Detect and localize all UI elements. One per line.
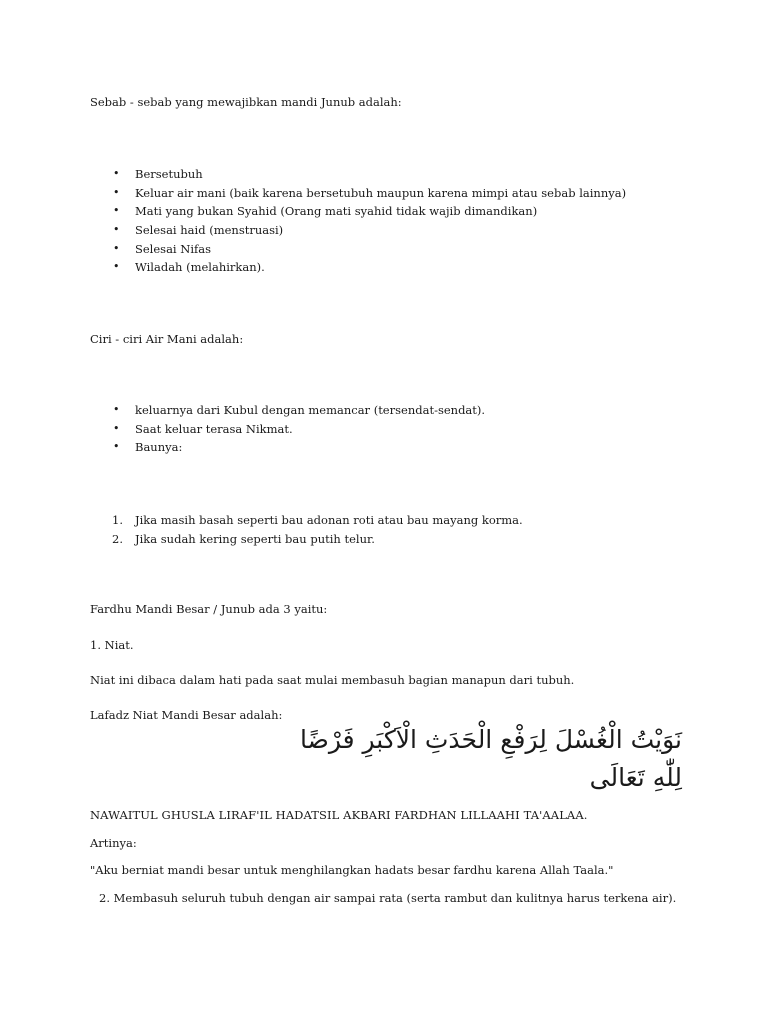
smell-numbered-list bbox=[90, 511, 523, 549]
sebab-bullet-list bbox=[90, 165, 626, 277]
point-membasuh: 2. Membasuh seluruh tubuh dengan air sampai rata (serta rambut dan kulitnya harus terkena air). bbox=[99, 891, 677, 905]
list-number: 2. bbox=[112, 532, 123, 546]
list-item: • Saat keluar terasa Nikmat. bbox=[90, 420, 485, 439]
niat-description: Niat ini dibaca dalam hati pada saat mulai membasuh bagian manapun dari tubuh. bbox=[90, 673, 575, 687]
list-item: • Mati yang bukan Syahid (Orang mati syahid tidak wajib dimandikan) bbox=[90, 202, 626, 221]
arabic-line-2: لِلّٰهِ تَعَالَى bbox=[589, 763, 682, 792]
list-item: • Baunya: bbox=[90, 438, 485, 457]
list-text: Jika sudah kering seperti bau putih telur. bbox=[135, 532, 375, 546]
lafadz-label: Lafadz Niat Mandi Besar adalah: bbox=[90, 708, 283, 722]
list-item: • Wiladah (melahirkan). bbox=[90, 258, 626, 277]
list-text: Jika masih basah seperti bau adonan roti atau bau mayang korma. bbox=[135, 513, 523, 527]
section-heading-sebab: Sebab - sebab yang mewajibkan mandi Junub adalah: bbox=[90, 95, 402, 109]
list-item: • Bersetubuh bbox=[90, 165, 626, 184]
niat-meaning: "Aku berniat mandi besar untuk menghilangkan hadats besar fardhu karena Allah Taala." bbox=[90, 863, 614, 877]
list-item bbox=[90, 511, 523, 530]
section-heading-fardhu: Fardhu Mandi Besar / Junub ada 3 yaitu: bbox=[90, 602, 328, 616]
arabic-niat-text bbox=[299, 722, 682, 798]
list-item bbox=[90, 530, 523, 549]
list-item: • Selesai Nifas bbox=[90, 240, 626, 259]
section-heading-ciri: Ciri - ciri Air Mani adalah: bbox=[90, 332, 244, 346]
list-item: • Selesai haid (menstruasi) bbox=[90, 221, 626, 240]
list-number: 1. bbox=[112, 513, 123, 527]
ciri-bullet-list bbox=[90, 401, 485, 457]
point-niat: 1. Niat. bbox=[90, 638, 134, 652]
list-item: • keluarnya dari Kubul dengan memancar (tersendat-sendat). bbox=[90, 401, 485, 420]
list-item: • Keluar air mani (baik karena bersetubuh maupun karena mimpi atau sebab lainnya) bbox=[90, 184, 626, 203]
artinya-label: Artinya: bbox=[90, 836, 137, 850]
arabic-line-1: نَوَيْتُ الْغُسْلَ لِرَفْعِ الْحَدَثِ الْاَكْبَرِ فَرْضًا bbox=[299, 725, 682, 754]
transliteration: NAWAITUL GHUSLA LIRAF'IL HADATSIL AKBARI FARDHAN LILLAAHI TA'AALAA. bbox=[90, 808, 588, 822]
